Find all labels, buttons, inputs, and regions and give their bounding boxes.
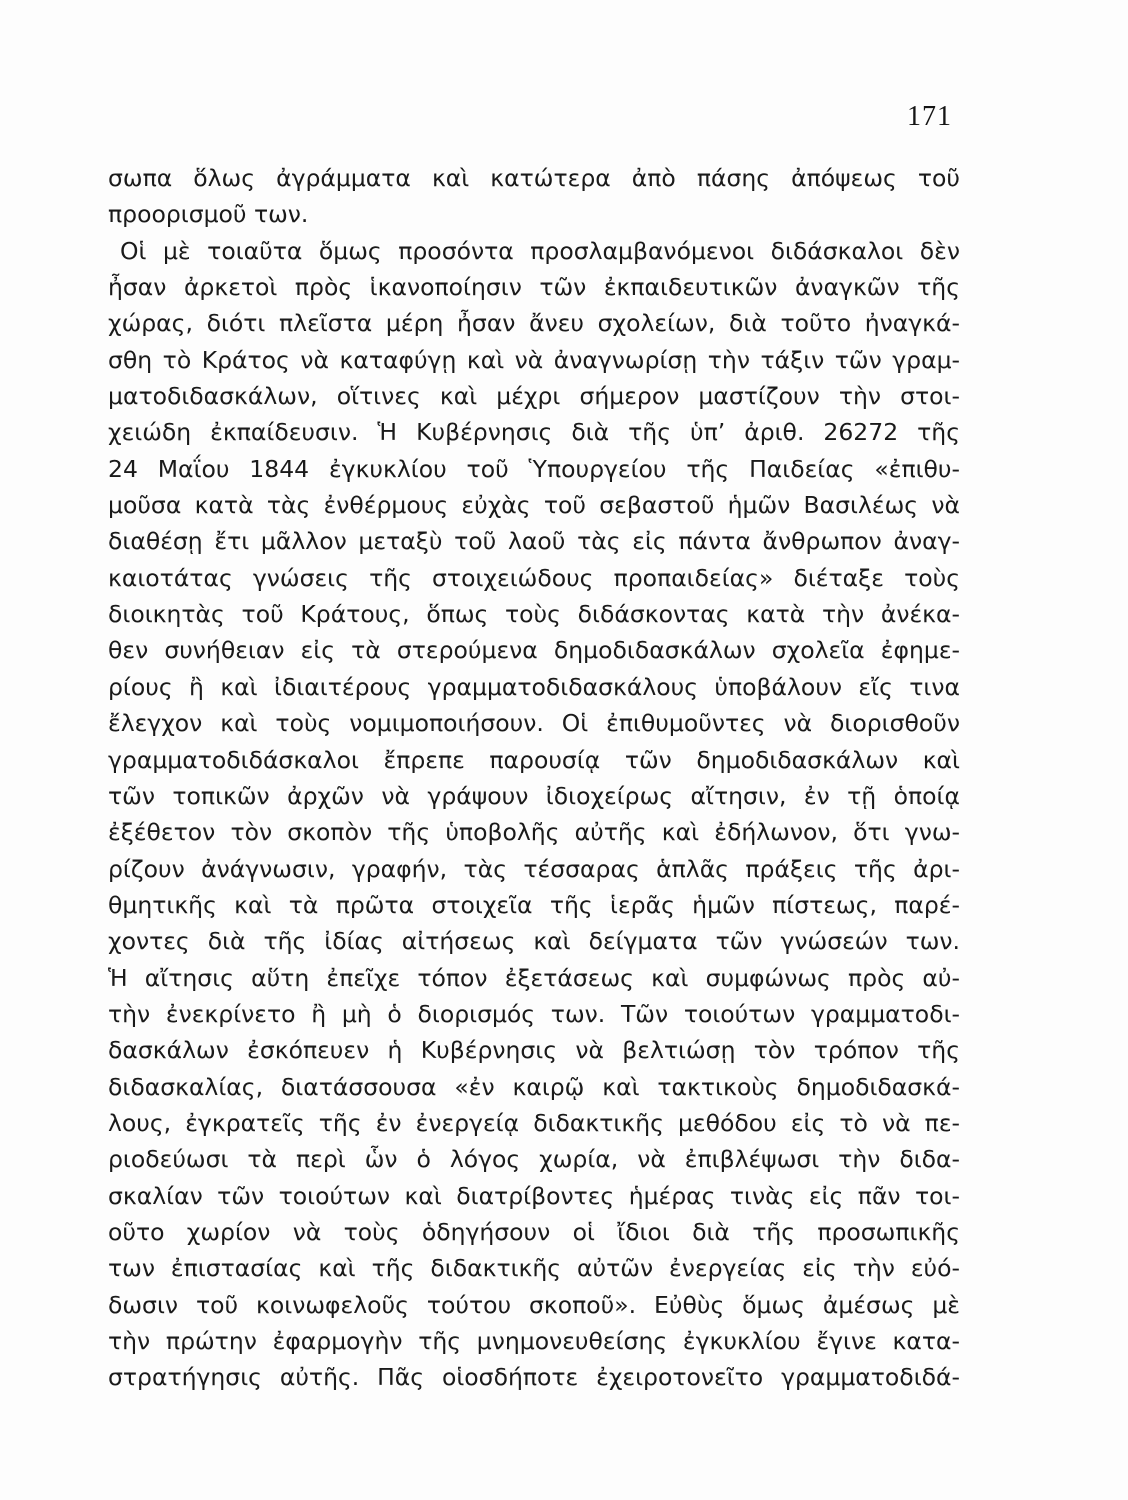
- text-line: δωσιν τοῦ κοινωφελοῦς τούτου σκοποῦ». Εὐθὺς ὅμως ἀμέσως μὲ: [108, 1290, 960, 1319]
- text-line: ματοδιδασκάλων, οἵτινες καὶ μέχρι σήμερον μαστίζουν τὴν στοι-: [108, 382, 960, 411]
- text-line: σωπα ὅλως ἀγράμματα καὶ κατώτερα ἀπὸ πάσης ἀπόψεως τοῦ: [108, 164, 960, 192]
- body-text: [108, 160, 960, 1396]
- text-line: οῦτο χωρίον νὰ τοὺς ὁδηγήσουν οἱ ἴδιοι διὰ τῆς προσωπικῆς: [108, 1217, 960, 1246]
- page-number: 171: [907, 101, 952, 132]
- text-line: στρατήγησις αὐτῆς. Πᾶς οἱοσδήποτε ἐχειροτονεῖτο γραμματοδιδά-: [108, 1363, 960, 1392]
- text-line: χειώδη ἐκπαίδευσιν. Ἡ Κυβέρνησις διὰ τῆς ὑπ’ ἀριθ. 26272 τῆς: [108, 418, 960, 447]
- text-line: μοῦσα κατὰ τὰς ἐνθέρμους εὐχὰς τοῦ σεβαστοῦ ἡμῶν Βασιλέως νὰ: [108, 491, 960, 520]
- text-line: 24 Μαΐου 1844 ἐγκυκλίου τοῦ Ὑπουργείου τῆς Παιδείας «ἐπιθυ-: [108, 454, 960, 483]
- text-line: Οἱ μὲ τοιαῦτα ὅμως προσόντα προσλαμβανόμενοι διδάσκαλοι δὲν: [120, 236, 960, 265]
- text-line: προορισμοῦ των.: [108, 200, 309, 229]
- text-line: διαθέσῃ ἔτι μᾶλλον μεταξὺ τοῦ λαοῦ τὰς εἰς πάντα ἄνθρωπον ἀναγ-: [108, 527, 960, 556]
- text-line: των ἐπιστασίας καὶ τῆς διδακτικῆς αὐτῶν ἐνεργείας εἰς τὴν εὐό-: [108, 1254, 960, 1283]
- text-line: θμητικῆς καὶ τὰ πρῶτα στοιχεῖα τῆς ἱερᾶς ἡμῶν πίστεως, παρέ-: [108, 890, 960, 919]
- text-line: Ἡ αἴτησις αὕτη ἐπεῖχε τόπον ἐξετάσεως καὶ συμφώνως πρὸς αὐ-: [108, 963, 960, 992]
- text-line: διδασκαλίας, διατάσσουσα «ἐν καιρῷ καὶ τακτικοὺς δημοδιδασκά-: [108, 1072, 960, 1101]
- text-line: διοικητὰς τοῦ Κράτους, ὅπως τοὺς διδάσκοντας κατὰ τὴν ἀνέκα-: [108, 600, 960, 629]
- text-line: ἐξέθετον τὸν σκοπὸν τῆς ὑποβολῆς αὐτῆς καὶ ἐδήλωνον, ὅτι γνω-: [108, 818, 960, 847]
- text-line: χοντες διὰ τῆς ἰδίας αἰτήσεως καὶ δείγματα τῶν γνώσεών των.: [108, 927, 960, 956]
- text-line: γραμματοδιδάσκαλοι ἔπρεπε παρουσίᾳ τῶν δημοδιδασκάλων καὶ: [108, 745, 960, 774]
- text-line: δασκάλων ἐσκόπευεν ἡ Κυβέρνησις νὰ βελτιώσῃ τὸν τρόπον τῆς: [108, 1036, 960, 1065]
- text-line: ἔλεγχον καὶ τοὺς νομιμοποιήσουν. Οἱ ἐπιθυμοῦντες νὰ διορισθοῦν: [108, 709, 960, 738]
- text-line: ριοδεύωσι τὰ περὶ ὧν ὁ λόγος χωρία, νὰ ἐπιβλέψωσι τὴν διδα-: [108, 1145, 960, 1174]
- text-line: χώρας, διότι πλεῖστα μέρη ἦσαν ἄνευ σχολείων, διὰ τοῦτο ἠναγκά-: [108, 309, 960, 338]
- text-line: τῶν τοπικῶν ἀρχῶν νὰ γράψουν ἰδιοχείρως αἴτησιν, ἐν τῇ ὁποίᾳ: [108, 781, 960, 810]
- text-line: καιοτάτας γνώσεις τῆς στοιχειώδους προπαιδείας» διέταξε τοὺς: [108, 563, 960, 592]
- text-line: τὴν πρώτην ἐφαρμογὴν τῆς μνημονευθείσης ἐγκυκλίου ἔγινε κατα-: [108, 1327, 960, 1355]
- text-line: τὴν ἐνεκρίνετο ἢ μὴ ὁ διορισμός των. Τῶν τοιούτων γραμματοδι-: [108, 999, 960, 1028]
- text-line: ἦσαν ἀρκετοὶ πρὸς ἱκανοποίησιν τῶν ἐκπαιδευτικῶν ἀναγκῶν τῆς: [108, 273, 960, 302]
- text-line: ρίους ἢ καὶ ἰδιαιτέρους γραμματοδιδασκάλους ὑποβάλουν εἴς τινα: [108, 672, 960, 701]
- text-line: σθη τὸ Κράτος νὰ καταφύγῃ καὶ νὰ ἀναγνωρίσῃ τὴν τάξιν τῶν γραμ-: [108, 345, 960, 374]
- text-line: ρίζουν ἀνάγνωσιν, γραφήν, τὰς τέσσαρας ἁπλᾶς πράξεις τῆς ἀρι-: [108, 854, 960, 883]
- text-line: λους, ἐγκρατεῖς τῆς ἐν ἐνεργείᾳ διδακτικῆς μεθόδου εἰς τὸ νὰ πε-: [108, 1108, 960, 1137]
- text-line: σκαλίαν τῶν τοιούτων καὶ διατρίβοντες ἡμέρας τινὰς εἰς πᾶν τοι-: [108, 1181, 960, 1210]
- text-line: θεν συνήθειαν εἰς τὰ στερούμενα δημοδιδασκάλων σχολεῖα ἐφημε-: [108, 636, 960, 665]
